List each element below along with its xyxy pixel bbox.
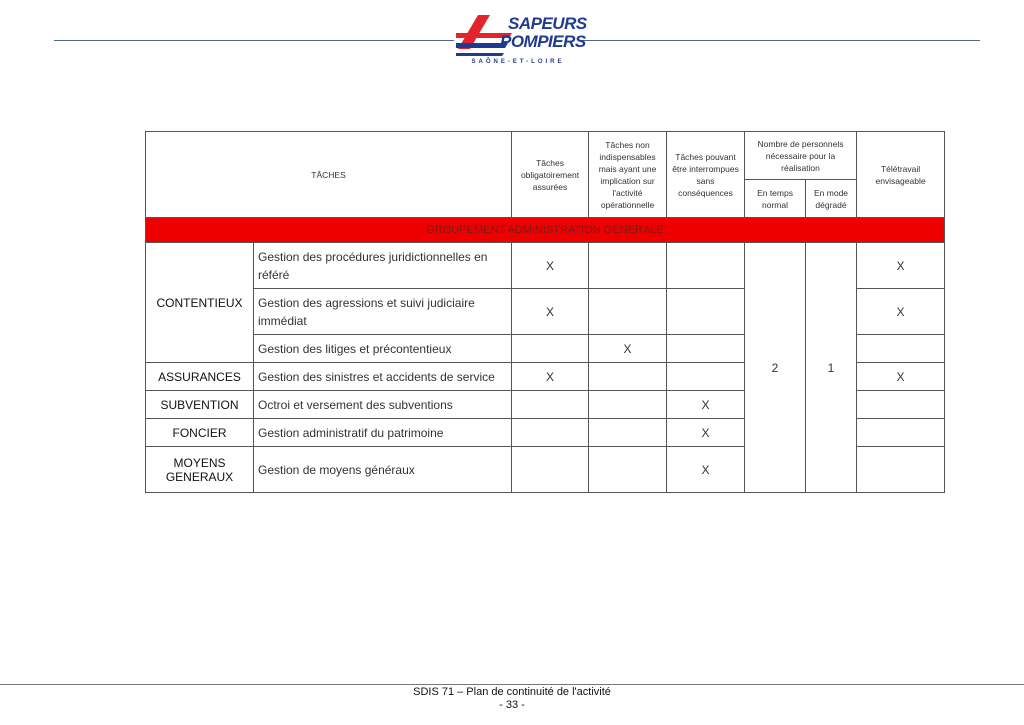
mark-interrompue: X [667,419,745,447]
header-teletravail: Télétravail envisageable [857,132,945,218]
header-temps-normal: En temps normal [745,180,806,218]
mark-non-indispensable [589,419,667,447]
header-mode-degrade: En mode dégradé [806,180,857,218]
page-number: - 33 - [499,699,525,711]
mark-non-indispensable [589,391,667,419]
mark-interrompue: X [667,391,745,419]
footer-title: SDIS 71 – Plan de continuité de l'activité [413,686,611,698]
task-cell: Octroi et versement des subventions [254,391,512,419]
mark-non-indispensable [589,447,667,493]
task-cell: Gestion des agressions et suivi judiciaire immédiat [254,289,512,335]
table-row [146,243,945,289]
task-cell: Gestion des sinistres et accidents de service [254,363,512,391]
mark-non-indispensable: X [589,335,667,363]
mark-obligatoire [512,419,589,447]
mark-obligatoire: X [512,243,589,289]
logo-subtitle: SAÔNE-ET-LOIRE [471,59,565,65]
mark-interrompue [667,289,745,335]
mark-teletravail: X [857,363,945,391]
mark-non-indispensable [589,243,667,289]
mark-obligatoire [512,391,589,419]
header-rule-left [54,40,454,41]
header-taches: TÂCHES [146,132,512,218]
mark-interrompue [667,335,745,363]
mark-interrompue: X [667,447,745,493]
mark-obligatoire [512,335,589,363]
page-footer [0,686,1024,712]
personnel-mode-degrade: 1 [806,243,857,493]
task-table [145,131,945,493]
mark-teletravail [857,447,945,493]
category-contentieux: CONTENTIEUX [146,243,254,363]
mark-teletravail [857,335,945,363]
footer-rule [0,684,1024,685]
category-foncier: FONCIER [146,419,254,447]
task-cell: Gestion des procédures juridictionnelles en référé [254,243,512,289]
header-obligatoires: Tâches obligatoirement assurées [512,132,589,218]
header-interrompues: Tâches pouvant être interrompues sans conséquences [667,132,745,218]
category-assurances: ASSURANCES [146,363,254,391]
category-subvention: SUBVENTION [146,391,254,419]
mark-teletravail [857,419,945,447]
header-rule-right [580,40,980,41]
mark-teletravail: X [857,243,945,289]
mark-teletravail [857,391,945,419]
task-cell: Gestion des litiges et précontentieux [254,335,512,363]
task-cell: Gestion de moyens généraux [254,447,512,493]
mark-interrompue [667,363,745,391]
group-title: GROUPEMENT ADMINISTRATION GENERALE [146,218,945,243]
header-non-indispensables: Tâches non indispensables mais ayant une implication sur l'activité opérationnelle [589,132,667,218]
logo-text-pompiers: POMPIERS [500,32,586,51]
mark-teletravail: X [857,289,945,335]
category-moyens-generaux: MOYENS GENERAUX [146,447,254,493]
mark-non-indispensable [589,289,667,335]
header-nombre-personnels: Nombre de personnels nécessaire pour la réalisation [745,132,857,180]
task-cell: Gestion administratif du patrimoine [254,419,512,447]
mark-non-indispensable [589,363,667,391]
personnel-temps-normal: 2 [745,243,806,493]
logo-text-sapeurs: SAPEURS [508,14,587,33]
sapeurs-pompiers-logo [456,13,587,69]
mark-obligatoire: X [512,363,589,391]
mark-obligatoire [512,447,589,493]
mark-obligatoire: X [512,289,589,335]
mark-interrompue [667,243,745,289]
